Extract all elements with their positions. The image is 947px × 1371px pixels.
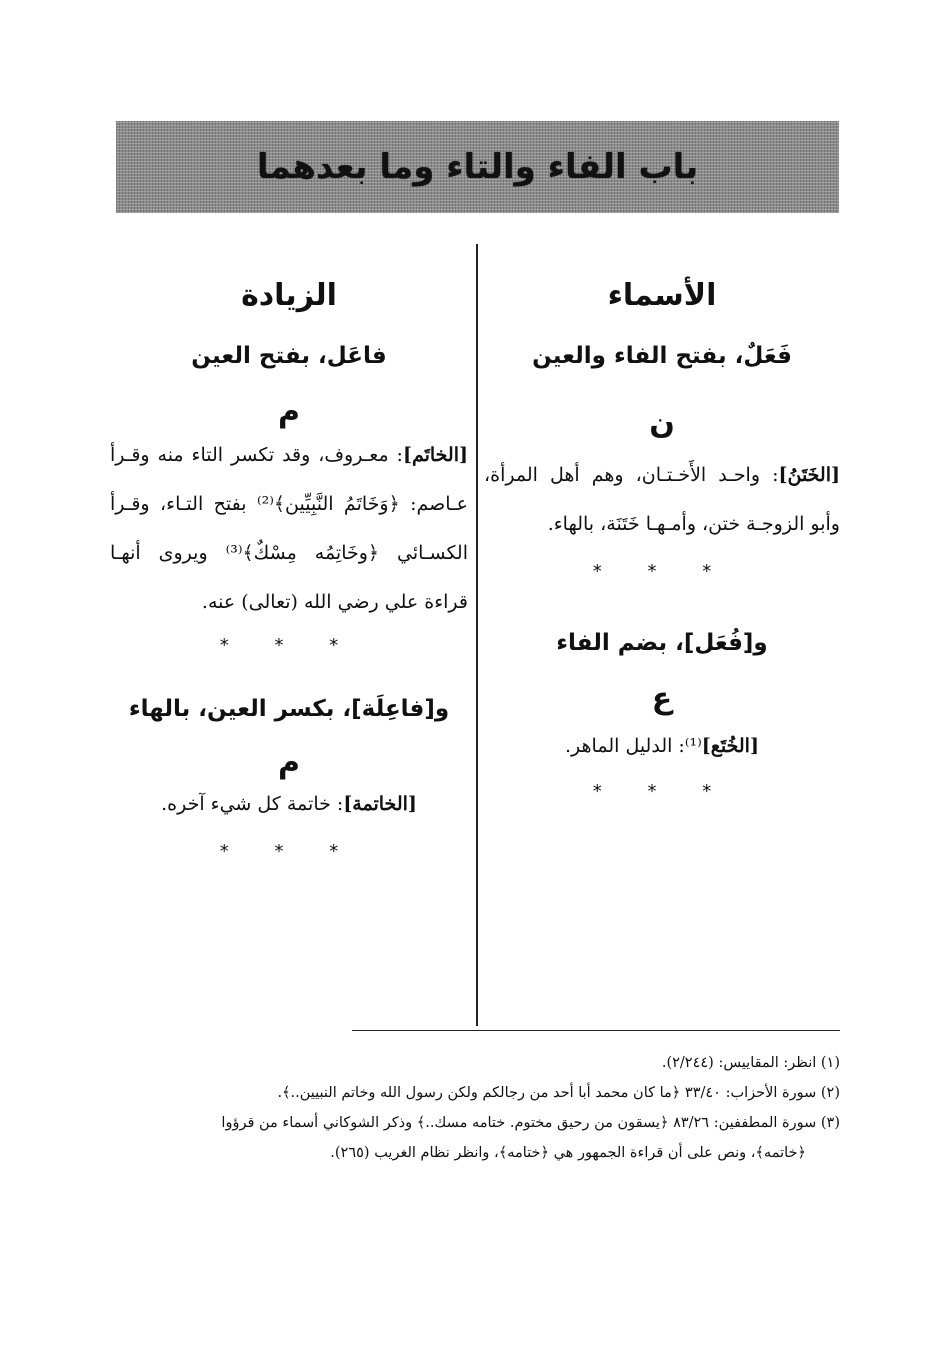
footnote-1: (١) انظر: المقاييس: (٢/٢٤٤). xyxy=(661,1055,840,1071)
entry-text xyxy=(110,431,468,627)
section-separator: * * * xyxy=(592,561,732,582)
pattern-heading: فَعَلٌ، بفتح الفاء والعين xyxy=(532,343,792,369)
entry-term: [الخَتَنُ] xyxy=(778,464,840,486)
chapter-title: باب الفاء والتاء وما بعدهما xyxy=(256,147,699,187)
section-separator: * * * xyxy=(592,781,732,802)
footnote-3: (٣) سورة المطففين: ٨٣/٢٦ ﴿يسقون من رحيق مختوم. ختامه مسك..﴾ وذكر الشوكاني أسماء من قرؤوا xyxy=(221,1115,840,1131)
pattern-heading: فاعَل، بفتح العين xyxy=(191,343,387,369)
entry-text xyxy=(110,780,468,829)
entry-definition: ⁽¹⁾: الدليل الماهر. xyxy=(565,735,702,757)
entry-term: [الخُتَع] xyxy=(701,735,759,757)
root-letter: م xyxy=(278,745,300,780)
footnote-rule xyxy=(352,1030,840,1031)
column-title-additions: الزيادة xyxy=(241,278,337,313)
section-separator: * * * xyxy=(219,841,359,862)
entry-definition: : واحـد الأَخـتـان، وهم أهل المرأة، وأبو الزوجـة ختن، وأمـهـا خَتَنَة، بالهاء. xyxy=(484,464,840,535)
pattern-heading: و[فُعَل]، بضم الفاء xyxy=(556,630,768,656)
root-letter: ع xyxy=(651,681,673,716)
right-column xyxy=(484,260,840,802)
entry-term: [الخاتَم] xyxy=(402,444,468,466)
footnotes xyxy=(110,1048,840,1168)
entry-definition: : معـروف، وقد تكسر التاء منه وقـرأ عـاصم: ﴿وَخَاتَمُ النَّبِيِّين﴾⁽²⁾ بفتح التـاء، وقـرأ الكسـائي ﴿وخَاتِمُه مِسْكٌ﴾⁽³⁾ ويروى أنهـا قراءة علي رضي الله (تعالى) عنه. xyxy=(110,444,469,613)
entry-definition: : خاتمة كل شيء آخره. xyxy=(161,793,344,815)
chapter-banner xyxy=(116,121,839,213)
column-title-nouns: الأسماء xyxy=(607,278,717,313)
root-letter: ن xyxy=(649,406,675,441)
left-column xyxy=(110,260,468,862)
entry-term: [الخاتمة] xyxy=(343,793,417,815)
entry-text xyxy=(484,451,840,549)
entry-text xyxy=(484,722,840,771)
pattern-heading: و[فاعِلَة]، بكسر العين، بالهاء xyxy=(128,696,450,722)
footnote-3-continuation: ﴿خاتمه﴾، ونص على أن قراءة الجمهور هي ﴿ختامه﴾، وانظر نظام الغريب (٢٦٥). xyxy=(330,1145,806,1161)
section-separator: * * * xyxy=(219,635,359,656)
footnote-2: (٢) سورة الأحزاب: ٣٣/٤٠ ﴿ما كان محمد أبا أحد من رجالكم ولكن رسول الله وخاتم النبيين..﴾. xyxy=(277,1085,840,1101)
root-letter: م xyxy=(278,394,300,429)
column-divider xyxy=(476,244,478,1026)
